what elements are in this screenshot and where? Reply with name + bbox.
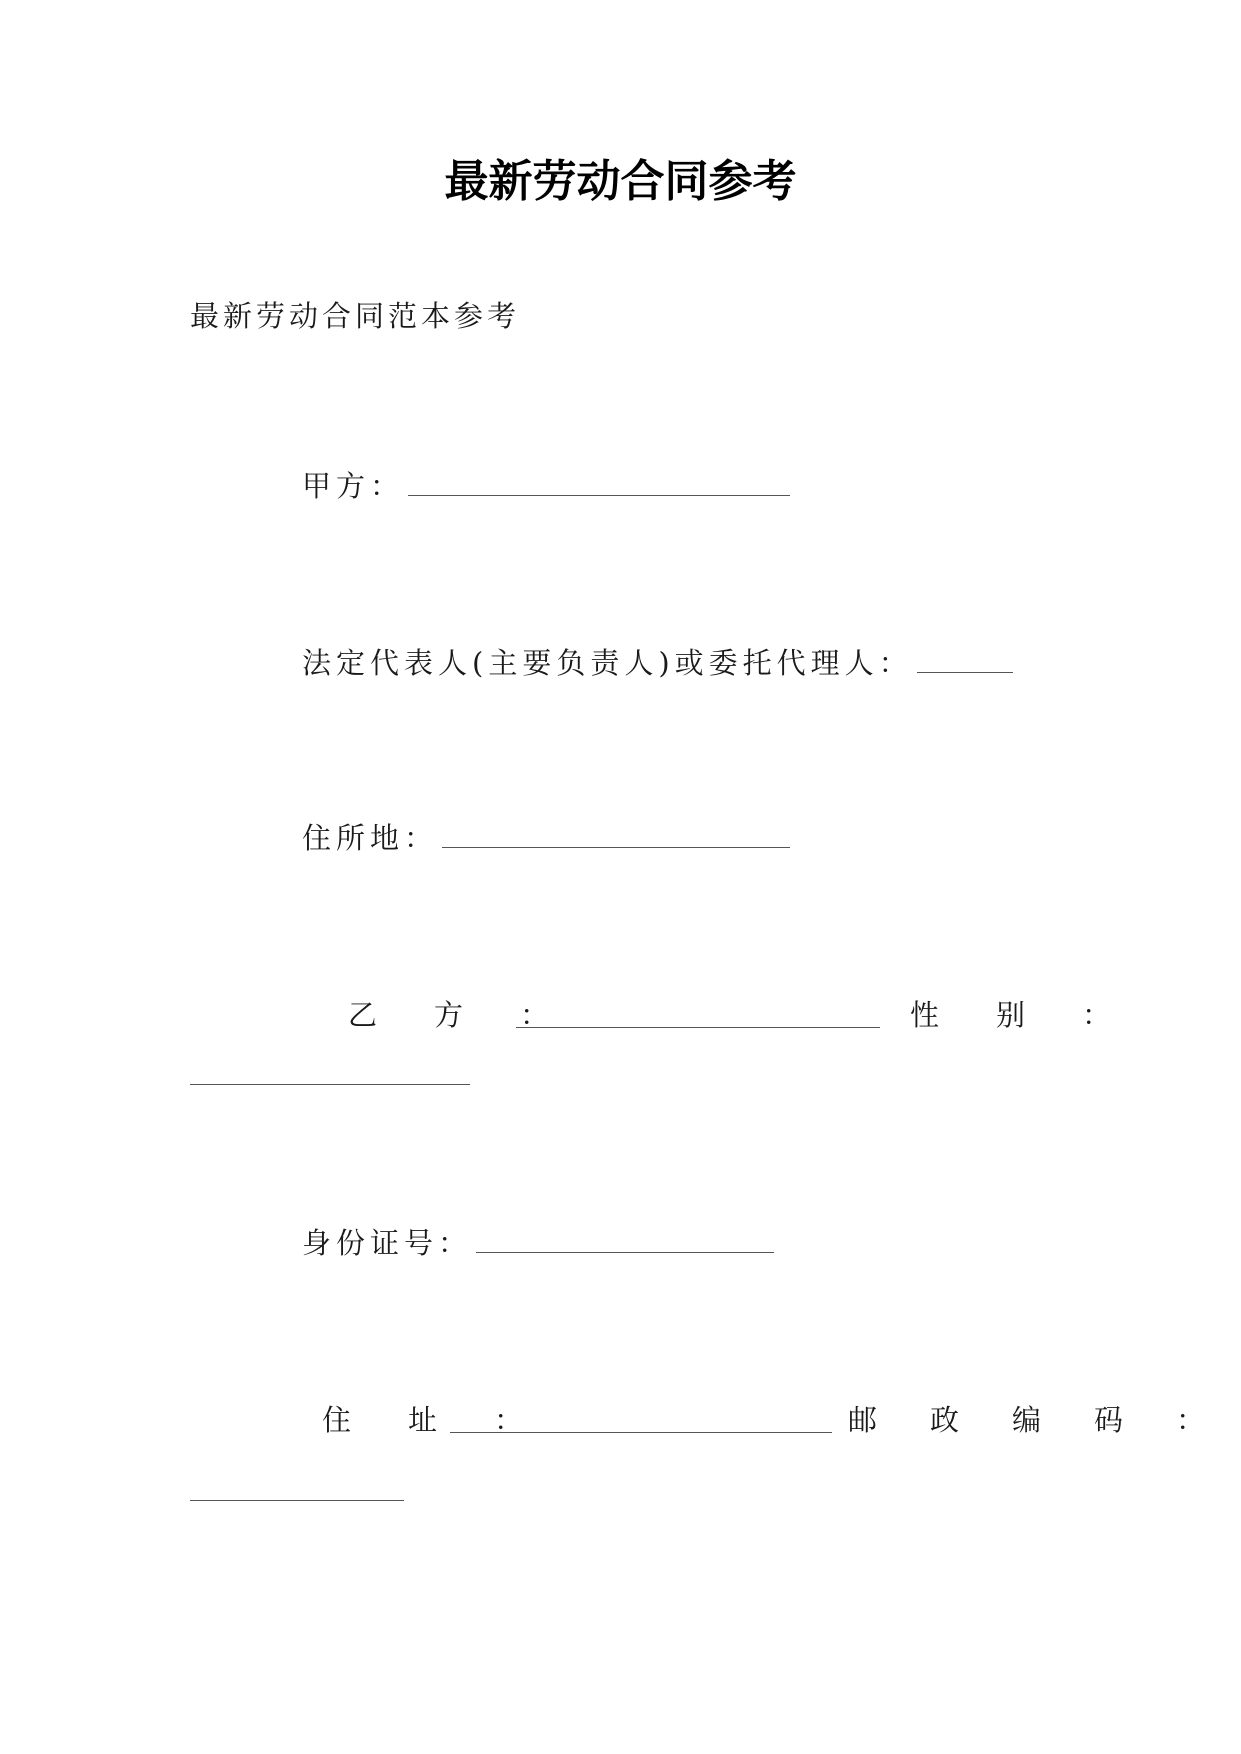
- document-title: 最新劳动合同参考: [444, 156, 797, 207]
- legal-rep-field: [302, 643, 1013, 683]
- legal-rep-blank[interactable]: [917, 646, 1013, 673]
- document-subtitle: 最新劳动合同范本参考: [190, 299, 521, 333]
- id-number-blank[interactable]: [476, 1226, 774, 1253]
- party-b-label: 乙 方 ：: [348, 998, 564, 1032]
- party-a-field: [302, 466, 790, 506]
- party-b-blank[interactable]: [516, 1026, 880, 1028]
- postal-code-label: 邮 政 编 码 ：: [848, 1403, 1218, 1437]
- residence-field: [302, 818, 790, 858]
- party-a-label: 甲方：: [302, 469, 405, 503]
- postal-code-blank[interactable]: [190, 1499, 404, 1501]
- gender-label: 性 别 ：: [910, 998, 1126, 1032]
- address-label: 住 址 ：: [322, 1403, 538, 1437]
- residence-label: 住所地：: [302, 821, 439, 855]
- id-number-field: [302, 1223, 774, 1263]
- id-number-label: 身份证号：: [302, 1226, 473, 1260]
- gender-blank[interactable]: [190, 1083, 470, 1085]
- legal-rep-label: 法定代表人(主要负责人)或委托代理人：: [302, 646, 913, 680]
- residence-blank[interactable]: [442, 821, 790, 848]
- party-a-blank[interactable]: [408, 469, 790, 496]
- address-blank[interactable]: [450, 1431, 832, 1433]
